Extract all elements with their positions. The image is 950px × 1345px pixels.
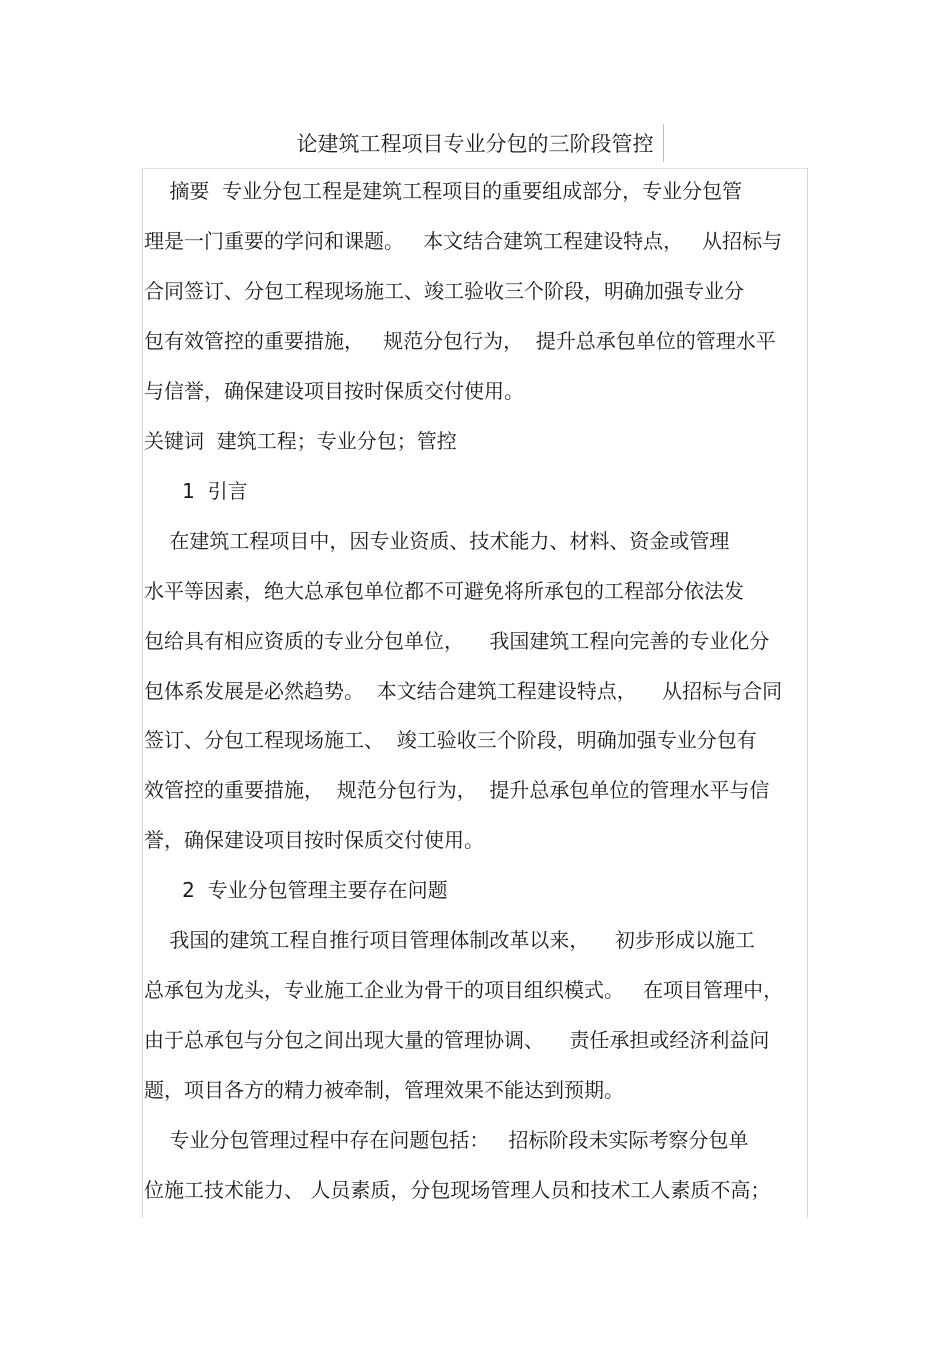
text-line: 包有效管控的重要措施， 规范分包行为， 提升总承包单位的管理水平 <box>144 329 776 353</box>
text-line: 与信誉，确保建设项目按时保质交付使用。 <box>144 379 524 403</box>
text-line: 关键词 建筑工程；专业分包；管控 <box>144 429 457 453</box>
text-line: 1 引言 <box>144 479 248 503</box>
text-line: 专业分包管理过程中存在问题包括： 招标阶段未实际考察分包单 <box>144 1128 749 1152</box>
text-line: 2 专业分包管理主要存在问题 <box>144 878 448 902</box>
text-line: 在建筑工程项目中，因专业资质、技术能力、材料、资金或管理 <box>144 529 730 553</box>
text-line: 由于总承包与分包之间出现大量的管理协调、 责任承担或经济利益问 <box>144 1028 770 1052</box>
frame-border-left <box>142 168 143 1218</box>
frame-border-top <box>142 168 808 169</box>
text-line: 水平等因素，绝大总承包单位都不可避免将所承包的工程部分依法发 <box>144 579 744 603</box>
text-line: 效管控的重要措施， 规范分包行为， 提升总承包单位的管理水平与信 <box>144 778 770 802</box>
text-line: 包体系发展是必然趋势。 本文结合建筑工程建设特点， 从招标与合同 <box>144 679 783 703</box>
text-line: 签订、分包工程现场施工、 竣工验收三个阶段，明确加强专业分包有 <box>144 728 757 752</box>
page-title: 论建筑工程项目专业分包的三阶段管控 <box>296 132 654 156</box>
text-line: 誉，确保建设项目按时保质交付使用。 <box>144 828 484 852</box>
title-divider <box>663 124 664 162</box>
text-line: 合同签订、分包工程现场施工、竣工验收三个阶段，明确加强专业分 <box>144 279 744 303</box>
text-line: 题，项目各方的精力被牵制，管理效果不能达到预期。 <box>144 1078 624 1102</box>
frame-border-right <box>807 168 808 1218</box>
text-line: 我国的建筑工程自推行项目管理体制改革以来， 初步形成以施工 <box>144 928 755 952</box>
text-line: 理是一门重要的学问和课题。 本文结合建筑工程建设特点， 从招标与 <box>144 229 783 253</box>
text-line: 位施工技术能力、 人员素质，分包现场管理人员和技术工人素质不高； <box>144 1178 771 1202</box>
text-line: 总承包为龙头，专业施工企业为骨干的项目组织模式。 在项目管理中， <box>144 978 784 1002</box>
text-line: 包给具有相应资质的专业分包单位， 我国建筑工程向完善的专业化分 <box>144 629 770 653</box>
text-line: 摘要 专业分包工程是建筑工程项目的重要组成部分，专业分包管 <box>144 179 743 203</box>
